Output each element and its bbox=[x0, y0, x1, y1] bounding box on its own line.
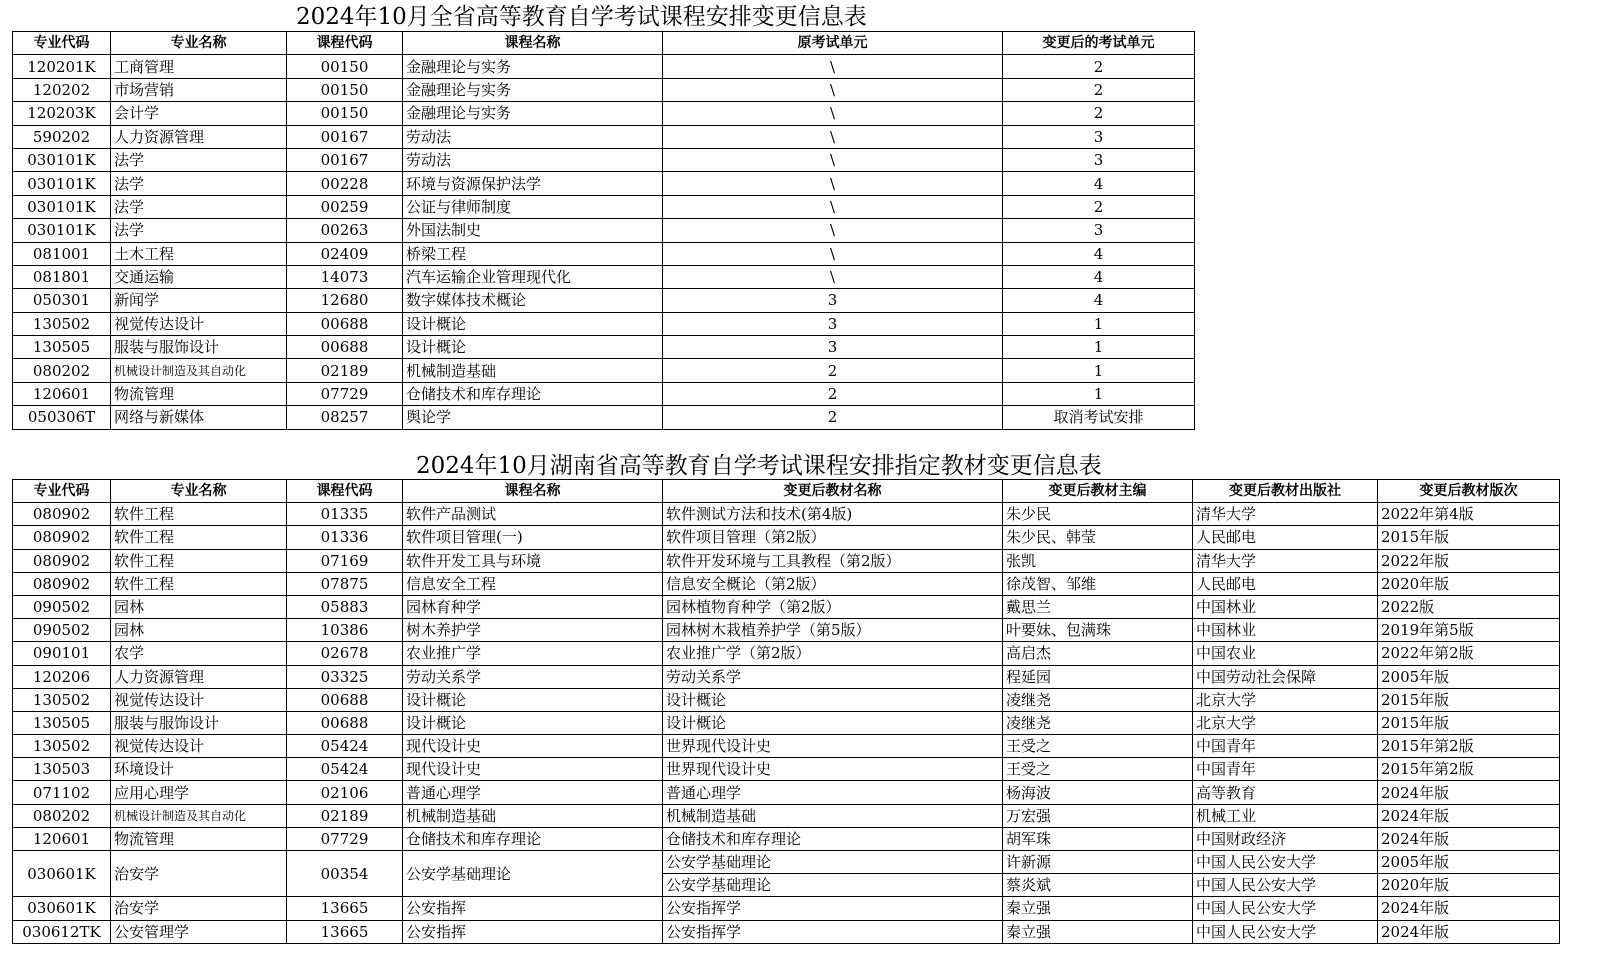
col5-cell: 3 bbox=[663, 312, 1003, 335]
col5-cell: 园林树木栽植养护学（第5版） bbox=[663, 619, 1003, 642]
course-code-cell: 00688 bbox=[287, 312, 403, 335]
col7-cell: 北京大学 bbox=[1193, 688, 1378, 711]
course-code-cell: 02106 bbox=[287, 781, 403, 804]
course-code-cell: 01335 bbox=[287, 503, 403, 526]
course-code-cell: 00263 bbox=[287, 219, 403, 242]
major-code-cell: 130505 bbox=[13, 711, 111, 734]
major-name-cell: 法学 bbox=[111, 195, 287, 218]
major-name-cell: 交通运输 bbox=[111, 265, 287, 288]
table-row bbox=[13, 242, 1195, 265]
course-code-cell: 02409 bbox=[287, 242, 403, 265]
col8-cell: 2015年版 bbox=[1378, 711, 1560, 734]
col5-cell: \ bbox=[663, 102, 1003, 125]
col5-cell: 设计概论 bbox=[663, 688, 1003, 711]
major-code-cell: 030101K bbox=[13, 219, 111, 242]
course-name-cell: 设计概论 bbox=[403, 312, 663, 335]
table-row bbox=[13, 595, 1560, 618]
major-code-cell: 080202 bbox=[13, 804, 111, 827]
col5-cell: 软件开发环境与工具教程（第2版） bbox=[663, 549, 1003, 572]
major-code-cell: 030612TK bbox=[13, 920, 111, 943]
col8-cell: 2024年版 bbox=[1378, 781, 1560, 804]
exam-schedule-change-table bbox=[12, 31, 1195, 430]
major-name-cell: 园林 bbox=[111, 595, 287, 618]
course-code-cell: 12680 bbox=[287, 289, 403, 312]
col7-cell: 人民邮电 bbox=[1193, 526, 1378, 549]
course-name-cell: 软件项目管理(一) bbox=[403, 526, 663, 549]
table-row bbox=[13, 195, 1195, 218]
course-code-cell: 02189 bbox=[287, 359, 403, 382]
course-code-cell: 10386 bbox=[287, 619, 403, 642]
course-code-cell: 07729 bbox=[287, 382, 403, 405]
col7-cell: 人民邮电 bbox=[1193, 572, 1378, 595]
col5-cell: 2 bbox=[663, 382, 1003, 405]
course-code-cell: 00259 bbox=[287, 195, 403, 218]
col7-cell: 中国人民公安大学 bbox=[1193, 851, 1378, 874]
major-code-cell: 130502 bbox=[13, 735, 111, 758]
table-row bbox=[13, 781, 1560, 804]
course-name-cell: 信息安全工程 bbox=[403, 572, 663, 595]
col6-cell: 程延园 bbox=[1003, 665, 1193, 688]
course-code-cell: 00150 bbox=[287, 102, 403, 125]
course-code-cell: 00354 bbox=[287, 851, 403, 897]
course-code-cell: 08257 bbox=[287, 406, 403, 429]
table-row bbox=[13, 735, 1560, 758]
col8-cell: 2024年版 bbox=[1378, 920, 1560, 943]
table-row bbox=[13, 148, 1195, 171]
course-code-cell: 13665 bbox=[287, 920, 403, 943]
course-name-cell: 机械制造基础 bbox=[403, 359, 663, 382]
table-row bbox=[13, 125, 1195, 148]
course-name-cell: 公证与律师制度 bbox=[403, 195, 663, 218]
table-row bbox=[13, 665, 1560, 688]
col5-cell: 2 bbox=[663, 406, 1003, 429]
major-code-cell: 120202 bbox=[13, 78, 111, 101]
table-row bbox=[13, 312, 1195, 335]
table-row bbox=[13, 642, 1560, 665]
major-name-cell: 软件工程 bbox=[111, 503, 287, 526]
course-name-cell: 金融理论与实务 bbox=[403, 78, 663, 101]
major-code-cell: 081801 bbox=[13, 265, 111, 288]
column-header: 课程名称 bbox=[403, 480, 663, 503]
col5-cell: 3 bbox=[663, 289, 1003, 312]
course-name-cell: 普通心理学 bbox=[403, 781, 663, 804]
col6-cell: 1 bbox=[1003, 336, 1195, 359]
course-name-cell: 设计概论 bbox=[403, 688, 663, 711]
major-code-cell: 080902 bbox=[13, 549, 111, 572]
major-code-cell: 130502 bbox=[13, 688, 111, 711]
col6-cell: 胡军珠 bbox=[1003, 827, 1193, 850]
column-header: 专业名称 bbox=[111, 32, 287, 55]
course-code-cell: 03325 bbox=[287, 665, 403, 688]
col7-cell: 中国人民公安大学 bbox=[1193, 874, 1378, 897]
column-header: 变更后教材名称 bbox=[663, 480, 1003, 503]
major-name-cell: 视觉传达设计 bbox=[111, 312, 287, 335]
col8-cell: 2020年版 bbox=[1378, 874, 1560, 897]
course-code-cell: 14073 bbox=[287, 265, 403, 288]
col5-cell: 公安指挥学 bbox=[663, 897, 1003, 920]
table-row bbox=[13, 851, 1560, 874]
course-code-cell: 00688 bbox=[287, 336, 403, 359]
major-code-cell: 130503 bbox=[13, 758, 111, 781]
course-code-cell: 05424 bbox=[287, 758, 403, 781]
col5-cell: 信息安全概论（第2版） bbox=[663, 572, 1003, 595]
course-name-cell: 汽车运输企业管理现代化 bbox=[403, 265, 663, 288]
major-name-cell: 工商管理 bbox=[111, 55, 287, 78]
major-name-cell: 网络与新媒体 bbox=[111, 406, 287, 429]
major-name-cell: 服装与服饰设计 bbox=[111, 336, 287, 359]
col8-cell: 2019年第5版 bbox=[1378, 619, 1560, 642]
course-name-cell: 公安学基础理论 bbox=[403, 851, 663, 897]
major-name-cell: 法学 bbox=[111, 148, 287, 171]
col5-cell: 劳动关系学 bbox=[663, 665, 1003, 688]
col6-cell: 1 bbox=[1003, 312, 1195, 335]
major-code-cell: 030601K bbox=[13, 851, 111, 897]
course-name-cell: 设计概论 bbox=[403, 336, 663, 359]
col5-cell: 公安学基础理论 bbox=[663, 874, 1003, 897]
major-name-cell: 法学 bbox=[111, 172, 287, 195]
table-row bbox=[13, 572, 1560, 595]
col7-cell: 高等教育 bbox=[1193, 781, 1378, 804]
course-name-cell: 劳动关系学 bbox=[403, 665, 663, 688]
col6-cell: 4 bbox=[1003, 289, 1195, 312]
col7-cell: 中国农业 bbox=[1193, 642, 1378, 665]
major-name-cell: 应用心理学 bbox=[111, 781, 287, 804]
course-name-cell: 软件开发工具与环境 bbox=[403, 549, 663, 572]
column-header: 专业代码 bbox=[13, 32, 111, 55]
major-name-cell: 机械设计制造及其自动化 bbox=[111, 359, 287, 382]
col7-cell: 中国劳动社会保障 bbox=[1193, 665, 1378, 688]
major-code-cell: 130502 bbox=[13, 312, 111, 335]
course-code-cell: 00228 bbox=[287, 172, 403, 195]
col5-cell: \ bbox=[663, 265, 1003, 288]
major-code-cell: 030101K bbox=[13, 172, 111, 195]
col6-cell: 4 bbox=[1003, 242, 1195, 265]
col7-cell: 中国林业 bbox=[1193, 595, 1378, 618]
course-name-cell: 仓储技术和库存理论 bbox=[403, 827, 663, 850]
course-code-cell: 07875 bbox=[287, 572, 403, 595]
col6-cell: 万宏强 bbox=[1003, 804, 1193, 827]
col6-cell: 叶要妹、包满珠 bbox=[1003, 619, 1193, 642]
major-code-cell: 090101 bbox=[13, 642, 111, 665]
course-name-cell: 园林育种学 bbox=[403, 595, 663, 618]
col6-cell: 3 bbox=[1003, 148, 1195, 171]
col8-cell: 2005年版 bbox=[1378, 665, 1560, 688]
col8-cell: 2024年版 bbox=[1378, 897, 1560, 920]
col6-cell: 戴思兰 bbox=[1003, 595, 1193, 618]
col5-cell: 3 bbox=[663, 336, 1003, 359]
table-row bbox=[13, 897, 1560, 920]
col8-cell: 2015年第2版 bbox=[1378, 758, 1560, 781]
major-code-cell: 080902 bbox=[13, 503, 111, 526]
col5-cell: 设计概论 bbox=[663, 711, 1003, 734]
major-name-cell: 软件工程 bbox=[111, 572, 287, 595]
col5-cell: \ bbox=[663, 195, 1003, 218]
major-code-cell: 090502 bbox=[13, 619, 111, 642]
col6-cell: 1 bbox=[1003, 382, 1195, 405]
table-row bbox=[13, 265, 1195, 288]
course-name-cell: 仓储技术和库存理论 bbox=[403, 382, 663, 405]
major-name-cell: 视觉传达设计 bbox=[111, 735, 287, 758]
col7-cell: 清华大学 bbox=[1193, 549, 1378, 572]
major-code-cell: 080902 bbox=[13, 572, 111, 595]
major-name-cell: 人力资源管理 bbox=[111, 665, 287, 688]
course-code-cell: 05883 bbox=[287, 595, 403, 618]
course-code-cell: 00688 bbox=[287, 688, 403, 711]
major-code-cell: 120601 bbox=[13, 827, 111, 850]
course-code-cell: 02189 bbox=[287, 804, 403, 827]
col6-cell: 秦立强 bbox=[1003, 920, 1193, 943]
col8-cell: 2024年版 bbox=[1378, 827, 1560, 850]
col8-cell: 2022版 bbox=[1378, 595, 1560, 618]
column-header: 变更后教材出版社 bbox=[1193, 480, 1378, 503]
table-row bbox=[13, 503, 1560, 526]
col5-cell: 世界现代设计史 bbox=[663, 735, 1003, 758]
course-code-cell: 00150 bbox=[287, 78, 403, 101]
major-code-cell: 130505 bbox=[13, 336, 111, 359]
col8-cell: 2022年第2版 bbox=[1378, 642, 1560, 665]
col8-cell: 2005年版 bbox=[1378, 851, 1560, 874]
table-row bbox=[13, 55, 1195, 78]
col6-cell: 4 bbox=[1003, 265, 1195, 288]
course-name-cell: 公安指挥 bbox=[403, 897, 663, 920]
table-row bbox=[13, 827, 1560, 850]
col8-cell: 2020年版 bbox=[1378, 572, 1560, 595]
col6-cell: 2 bbox=[1003, 55, 1195, 78]
table-row bbox=[13, 406, 1195, 429]
col8-cell: 2022年第4版 bbox=[1378, 503, 1560, 526]
table-row bbox=[13, 804, 1560, 827]
col6-cell: 朱少民、韩莹 bbox=[1003, 526, 1193, 549]
col6-cell: 王受之 bbox=[1003, 735, 1193, 758]
major-name-cell: 机械设计制造及其自动化 bbox=[111, 804, 287, 827]
col5-cell: 公安指挥学 bbox=[663, 920, 1003, 943]
course-name-cell: 机械制造基础 bbox=[403, 804, 663, 827]
col6-cell: 3 bbox=[1003, 219, 1195, 242]
col8-cell: 2015年版 bbox=[1378, 526, 1560, 549]
col5-cell: \ bbox=[663, 148, 1003, 171]
col6-cell: 2 bbox=[1003, 195, 1195, 218]
table-row bbox=[13, 526, 1560, 549]
major-name-cell: 会计学 bbox=[111, 102, 287, 125]
major-code-cell: 590202 bbox=[13, 125, 111, 148]
table-row bbox=[13, 549, 1560, 572]
col7-cell: 中国青年 bbox=[1193, 758, 1378, 781]
col6-cell: 凌继尧 bbox=[1003, 688, 1193, 711]
course-name-cell: 环境与资源保护法学 bbox=[403, 172, 663, 195]
table-row bbox=[13, 78, 1195, 101]
col6-cell: 4 bbox=[1003, 172, 1195, 195]
course-name-cell: 现代设计史 bbox=[403, 735, 663, 758]
col6-cell: 蔡炎斌 bbox=[1003, 874, 1193, 897]
col6-cell: 高启杰 bbox=[1003, 642, 1193, 665]
col6-cell: 凌继尧 bbox=[1003, 711, 1193, 734]
course-name-cell: 外国法制史 bbox=[403, 219, 663, 242]
col5-cell: \ bbox=[663, 78, 1003, 101]
major-name-cell: 农学 bbox=[111, 642, 287, 665]
col5-cell: \ bbox=[663, 55, 1003, 78]
course-name-cell: 数字媒体技术概论 bbox=[403, 289, 663, 312]
col8-cell: 2022年版 bbox=[1378, 549, 1560, 572]
major-code-cell: 120201K bbox=[13, 55, 111, 78]
table-row bbox=[13, 758, 1560, 781]
column-header: 专业名称 bbox=[111, 480, 287, 503]
course-code-cell: 02678 bbox=[287, 642, 403, 665]
col8-cell: 2015年第2版 bbox=[1378, 735, 1560, 758]
col6-cell: 秦立强 bbox=[1003, 897, 1193, 920]
col6-cell: 许新源 bbox=[1003, 851, 1193, 874]
major-code-cell: 120203K bbox=[13, 102, 111, 125]
major-code-cell: 090502 bbox=[13, 595, 111, 618]
col7-cell: 中国林业 bbox=[1193, 619, 1378, 642]
major-name-cell: 服装与服饰设计 bbox=[111, 711, 287, 734]
table-row bbox=[13, 289, 1195, 312]
col6-cell: 2 bbox=[1003, 78, 1195, 101]
course-name-cell: 软件产品测试 bbox=[403, 503, 663, 526]
column-header: 课程代码 bbox=[287, 32, 403, 55]
major-name-cell: 物流管理 bbox=[111, 827, 287, 850]
column-header: 课程名称 bbox=[403, 32, 663, 55]
col6-cell: 徐茂智、邹维 bbox=[1003, 572, 1193, 595]
col5-cell: 农业推广学（第2版） bbox=[663, 642, 1003, 665]
table-row bbox=[13, 382, 1195, 405]
course-name-cell: 设计概论 bbox=[403, 711, 663, 734]
col6-cell: 杨海波 bbox=[1003, 781, 1193, 804]
course-code-cell: 07169 bbox=[287, 549, 403, 572]
col5-cell: 机械制造基础 bbox=[663, 804, 1003, 827]
major-name-cell: 软件工程 bbox=[111, 526, 287, 549]
course-code-cell: 05424 bbox=[287, 735, 403, 758]
col6-cell: 2 bbox=[1003, 102, 1195, 125]
col5-cell: 普通心理学 bbox=[663, 781, 1003, 804]
major-name-cell: 园林 bbox=[111, 619, 287, 642]
major-name-cell: 法学 bbox=[111, 219, 287, 242]
col6-cell: 朱少民 bbox=[1003, 503, 1193, 526]
course-code-cell: 01336 bbox=[287, 526, 403, 549]
textbook-change-table bbox=[12, 479, 1560, 944]
major-code-cell: 050301 bbox=[13, 289, 111, 312]
course-name-cell: 劳动法 bbox=[403, 148, 663, 171]
col6-cell: 张凯 bbox=[1003, 549, 1193, 572]
column-header: 变更后教材版次 bbox=[1378, 480, 1560, 503]
col5-cell: 仓储技术和库存理论 bbox=[663, 827, 1003, 850]
major-name-cell: 新闻学 bbox=[111, 289, 287, 312]
table-row bbox=[13, 219, 1195, 242]
major-name-cell: 环境设计 bbox=[111, 758, 287, 781]
major-code-cell: 071102 bbox=[13, 781, 111, 804]
col8-cell: 2015年版 bbox=[1378, 688, 1560, 711]
table-row bbox=[13, 619, 1560, 642]
col7-cell: 中国人民公安大学 bbox=[1193, 920, 1378, 943]
major-name-cell: 市场营销 bbox=[111, 78, 287, 101]
course-code-cell: 07729 bbox=[287, 827, 403, 850]
col5-cell: 2 bbox=[663, 359, 1003, 382]
major-code-cell: 050306T bbox=[13, 406, 111, 429]
col7-cell: 中国财政经济 bbox=[1193, 827, 1378, 850]
col5-cell: \ bbox=[663, 172, 1003, 195]
col5-cell: 世界现代设计史 bbox=[663, 758, 1003, 781]
major-code-cell: 030101K bbox=[13, 195, 111, 218]
col5-cell: \ bbox=[663, 219, 1003, 242]
table-row bbox=[13, 172, 1195, 195]
col6-cell: 3 bbox=[1003, 125, 1195, 148]
col5-cell: 软件项目管理（第2版） bbox=[663, 526, 1003, 549]
major-code-cell: 120206 bbox=[13, 665, 111, 688]
course-name-cell: 舆论学 bbox=[403, 406, 663, 429]
course-code-cell: 00167 bbox=[287, 148, 403, 171]
col7-cell: 中国青年 bbox=[1193, 735, 1378, 758]
table1-title: 2024年10月全省高等教育自学考试课程安排变更信息表 bbox=[296, 4, 867, 30]
col5-cell: 软件测试方法和技术(第4版) bbox=[663, 503, 1003, 526]
major-name-cell: 治安学 bbox=[111, 851, 287, 897]
col5-cell: \ bbox=[663, 125, 1003, 148]
table-row bbox=[13, 359, 1195, 382]
column-header: 原考试单元 bbox=[663, 32, 1003, 55]
column-header: 变更后教材主编 bbox=[1003, 480, 1193, 503]
course-code-cell: 00167 bbox=[287, 125, 403, 148]
col8-cell: 2024年版 bbox=[1378, 804, 1560, 827]
column-header: 课程代码 bbox=[287, 480, 403, 503]
course-name-cell: 桥梁工程 bbox=[403, 242, 663, 265]
major-code-cell: 030601K bbox=[13, 897, 111, 920]
major-code-cell: 120601 bbox=[13, 382, 111, 405]
major-name-cell: 物流管理 bbox=[111, 382, 287, 405]
course-name-cell: 劳动法 bbox=[403, 125, 663, 148]
col7-cell: 中国人民公安大学 bbox=[1193, 897, 1378, 920]
col7-cell: 清华大学 bbox=[1193, 503, 1378, 526]
column-header: 变更后的考试单元 bbox=[1003, 32, 1195, 55]
major-name-cell: 土木工程 bbox=[111, 242, 287, 265]
col6-cell: 取消考试安排 bbox=[1003, 406, 1195, 429]
col6-cell: 1 bbox=[1003, 359, 1195, 382]
table-row bbox=[13, 688, 1560, 711]
col5-cell: \ bbox=[663, 242, 1003, 265]
major-name-cell: 治安学 bbox=[111, 897, 287, 920]
col6-cell: 王受之 bbox=[1003, 758, 1193, 781]
course-name-cell: 树木养护学 bbox=[403, 619, 663, 642]
col5-cell: 园林植物育种学（第2版） bbox=[663, 595, 1003, 618]
col5-cell: 公安学基础理论 bbox=[663, 851, 1003, 874]
major-code-cell: 080202 bbox=[13, 359, 111, 382]
major-code-cell: 081001 bbox=[13, 242, 111, 265]
course-name-cell: 农业推广学 bbox=[403, 642, 663, 665]
table2-title: 2024年10月湖南省高等教育自学考试课程安排指定教材变更信息表 bbox=[416, 453, 1102, 479]
major-name-cell: 视觉传达设计 bbox=[111, 688, 287, 711]
major-name-cell: 人力资源管理 bbox=[111, 125, 287, 148]
course-code-cell: 00688 bbox=[287, 711, 403, 734]
col7-cell: 北京大学 bbox=[1193, 711, 1378, 734]
table-row bbox=[13, 336, 1195, 359]
course-code-cell: 00150 bbox=[287, 55, 403, 78]
major-code-cell: 080902 bbox=[13, 526, 111, 549]
column-header: 专业代码 bbox=[13, 480, 111, 503]
major-name-cell: 公安管理学 bbox=[111, 920, 287, 943]
course-name-cell: 金融理论与实务 bbox=[403, 55, 663, 78]
col7-cell: 机械工业 bbox=[1193, 804, 1378, 827]
table-row bbox=[13, 711, 1560, 734]
course-name-cell: 公安指挥 bbox=[403, 920, 663, 943]
table-row bbox=[13, 920, 1560, 943]
course-code-cell: 13665 bbox=[287, 897, 403, 920]
major-code-cell: 030101K bbox=[13, 148, 111, 171]
major-name-cell: 软件工程 bbox=[111, 549, 287, 572]
table-row bbox=[13, 102, 1195, 125]
course-name-cell: 现代设计史 bbox=[403, 758, 663, 781]
course-name-cell: 金融理论与实务 bbox=[403, 102, 663, 125]
